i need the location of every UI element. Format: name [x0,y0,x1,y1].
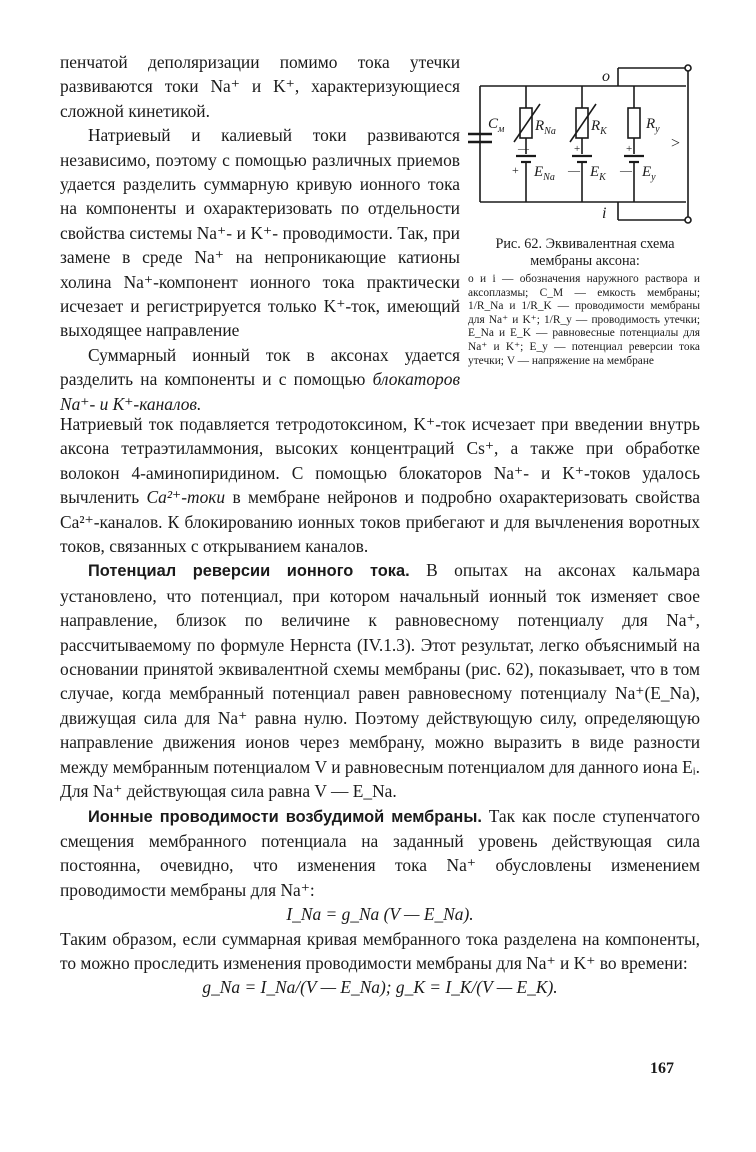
circuit-diagram [468,52,700,230]
page [60,50,700,1000]
section-ionic-conductances: Ионные проводимости возбудимой мембраны. Так как после ступенчатого смещения мембранного потенциала на заданный уровень действующая сила постоянна, очевидно, что изменения тока Na⁺ обусловлены изменением проводимости мембраны для Na⁺: [60,805,700,900]
svg-text:—: — [620,163,632,177]
label-ry: $R_у$ [646,116,660,135]
paragraph-3-text: Суммарный ионный ток в аксонах удается разделить на компоненты и с помощью [60,344,460,390]
paragraph-conductance-time: Таким образом, если суммарная кривая мембранного тока разделена на компоненты, то можно проследить изменения проводимости мембраны для Na⁺ и K⁺ во времени: [60,928,700,973]
svg-text:+: + [574,143,581,155]
figure-caption: Рис. 62. Эквивалентная схема мембраны аксона: [495,236,675,269]
ca-currents-emphasis: Ca²⁺-токи [146,487,226,508]
label-i: i [602,205,607,222]
svg-text:—: — [568,163,580,177]
top-section [60,50,700,412]
continuation-paragraph: Натриевый ток подавляется тетродотоксином, K⁺-ток исчезает при введении внутрь аксона тетраэтиламмония, высоких концентраций Cs⁺, а также при обработке волокон 4-аминопиридином. С помощью блокаторов Na⁺- и K⁺-токов удалось вычленить Ca²⁺-токи в мембране нейронов и подробно охарактеризовать свойства Ca²⁺-каналов. К блокированию ионных токов прибегают и для вычленения воротных токов, связанных с открыванием каналов. [60,414,700,557]
left-column [60,50,460,416]
formula-ina: I_Na = g_Na (V — E_Na). [286,904,474,925]
label-cm: $C_м$ [488,116,505,135]
paragraph-2: Натриевый и калиевый токи развиваются независимо, поэтому с помощью различных приемов удается разделить суммарную кривую ионного тока на компоненты и охарактеризовать по отдельности свойства системы Na⁺- и K⁺- проводимости. Так, при замене в среде Na⁺ на непроникающие катионы холина Na⁺-компонент ионного тока практически исчезает и регистрируется только K⁺-ток, имеющий выходящее направление [60,125,460,341]
label-o: o [602,68,610,85]
formula-conductances: g_Na = I_Na/(V — E_Na); g_K = I_K/(V — E_K). [202,977,558,998]
paragraph-3 [60,343,460,416]
svg-text:+: + [512,163,519,177]
body-text [60,412,700,1000]
label-rk: $R_K$ [591,118,607,137]
section-reversal-potential: Потенциал реверсии ионного тока. В опытах на аксонах кальмара установлено, что потенциал, при котором начальный ионный ток изменяет свое направление, близок по величине к равновесному потенциалу для Na⁺, рассчитываемому по формуле Нернста (IV.1.3). Этот результат, легко объяснимый на основании принятой эквивалентной схемы мембраны (рис. 62), показывает, что в том случае, когда мембранный потенциал равен равновесному потенциалу Na⁺(E_Na), движущая сила для Na⁺ равна нулю. Поэтому действующую силу, определяющую направление движения ионов через мембрану, можно выразить в виде разности между мембранным потенциалом V и равновесным потенциалом для данного иона Eᵢ. Для Na⁺ действующая сила равна V — E_Na. [60,560,700,802]
page-number: 167 [650,1060,674,1077]
section-heading-conductances: Ионные проводимости возбудимой мембраны. [88,807,482,826]
figure-62 [468,52,700,368]
label-rna: $R_{Na}$ [535,118,556,137]
svg-text:—: — [518,143,529,155]
label-ek: $E_K$ [590,164,606,183]
label-v: > [671,135,681,152]
paragraph-1: пенчатой деполяризации помимо тока утечки развиваются токи Na⁺ и K⁺, характеризующиеся сложной кинетикой. [60,52,460,121]
label-ey: $E_у$ [642,164,656,183]
section-heading-reversal: Потенциал реверсии ионного тока. [88,562,410,581]
blockers-emphasis: блокаторов Na⁺- и K⁺-каналов. [60,369,460,414]
figure-legend: o и i — обозначения наружного раствора и аксоплазмы; C_M — емкость мембраны; 1/R_Na и 1/R_K — проводимости мембраны для Na⁺ и K⁺; 1/R_y — проводимость утечки; E_Na и E_K — равновесные потенциалы для Na⁺ и K⁺; E_y — потенциал реверсии тока утечки; V — напряжение на мембране [468,273,700,367]
svg-text:+: + [626,143,633,155]
label-ena: $E_{Na}$ [534,164,555,183]
